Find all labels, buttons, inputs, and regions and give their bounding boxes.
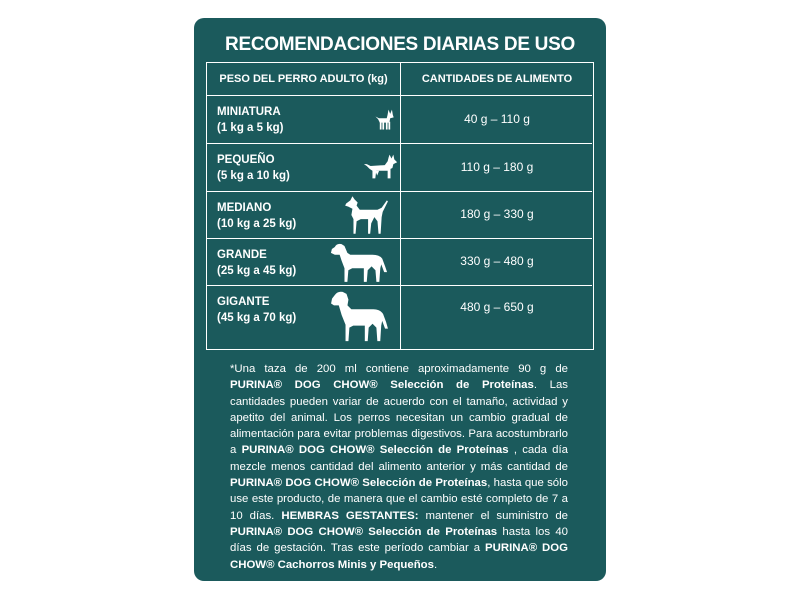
- table-row: [207, 238, 592, 286]
- large-dog-icon: [329, 241, 389, 284]
- small-terrier-icon: [362, 152, 400, 182]
- header-amount: CANTIDADES DE ALIMENTO: [421, 73, 573, 85]
- size-range: (5 kg a 10 kg): [217, 170, 290, 182]
- medium-dog-icon: [342, 194, 390, 236]
- food-amount: 40 g – 110 g: [464, 112, 530, 126]
- header-weight: PESO DEL PERRO ADULTO (kg): [219, 73, 388, 85]
- food-amount: 110 g – 180 g: [460, 160, 534, 174]
- note-text: , cada día mezcle menos cantidad del alimento anterior y más cantidad de: [230, 444, 568, 473]
- panel-title: RECOMENDACIONES DIARIAS DE USO: [225, 34, 575, 55]
- feeding-note: [230, 361, 568, 573]
- note-brand: PURINA® DOG CHOW® Selección de Proteínas: [230, 477, 488, 490]
- size-name: GIGANTE: [217, 296, 270, 308]
- table-row: [207, 191, 592, 239]
- note-brand: PURINA® DOG CHOW® Selección de Proteínas: [230, 379, 534, 392]
- table-row: [207, 95, 592, 144]
- size-name: PEQUEÑO: [217, 154, 275, 166]
- size-range: (10 kg a 25 kg): [217, 218, 297, 230]
- note-text: *Una taza de 200 ml contiene aproximadamente 90 g de: [230, 363, 568, 375]
- table-row: [207, 285, 592, 350]
- note-text: , hasta que sólo use este producto, de manera que el cambio esté completo de 7 a 10 días.: [230, 477, 568, 522]
- note-brand: PURINA® DOG CHOW® Selección de Proteínas: [241, 444, 509, 457]
- feeding-guide-panel: [194, 18, 606, 581]
- food-amount: 480 g – 650 g: [460, 300, 534, 314]
- note-text: hasta los 40 días de gestación. Tras este período cambiar a: [230, 525, 569, 555]
- size-name: GRANDE: [217, 249, 267, 261]
- size-name: MEDIANO: [217, 202, 272, 214]
- food-amount: 330 g – 480 g: [460, 254, 534, 268]
- size-range: (25 kg a 45 kg): [217, 265, 297, 277]
- note-brand: PURINA® DOG CHOW® Cachorros Minis y Pequeños: [230, 542, 569, 571]
- note-text: mantener el suministro de: [418, 509, 568, 522]
- note-brand: PURINA® DOG CHOW® Selección de Proteínas: [230, 525, 498, 538]
- feeding-table: [206, 62, 594, 350]
- size-name: MINIATURA: [217, 106, 281, 118]
- note-text: .: [433, 558, 438, 571]
- table-row: [207, 143, 592, 192]
- chihuahua-icon: [372, 106, 398, 134]
- food-amount: 180 g – 330 g: [460, 207, 534, 221]
- giant-dog-icon: [329, 290, 391, 344]
- note-warning-label: HEMBRAS GESTANTES:: [281, 509, 419, 522]
- size-range: (45 kg a 70 kg): [217, 312, 297, 324]
- note-text: . Las cantidades pueden variar de acuerdo con el tamaño, actividad y apetito del animal. Los perros necesitan un cambio gradual de alimentación para evitar problemas digestivos. Para acostumbrarlo a: [230, 379, 568, 457]
- size-range: (1 kg a 5 kg): [217, 122, 284, 134]
